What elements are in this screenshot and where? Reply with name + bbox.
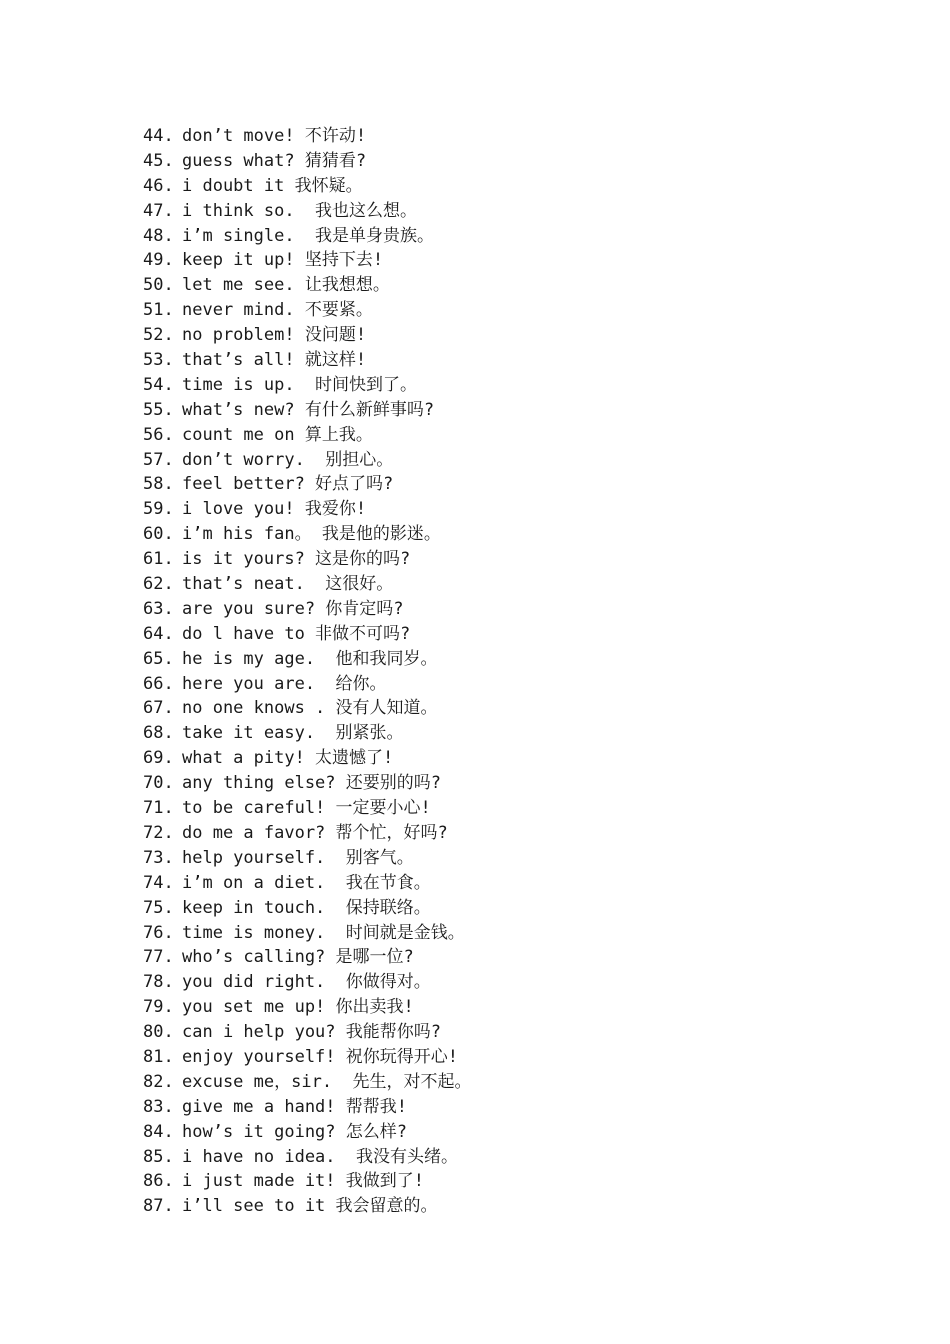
phrase-text: no problem! 没问题!: [182, 325, 367, 346]
phrase-item: [143, 1120, 903, 1145]
phrase-item: [143, 298, 903, 323]
phrase-number: 72.: [143, 822, 174, 843]
phrase-item: [143, 896, 903, 921]
phrase-text: i’m single. 我是单身贵族。: [182, 225, 435, 246]
phrase-text: enjoy yourself! 祝你玩得开心!: [182, 1046, 458, 1067]
phrase-item: [143, 771, 903, 796]
phrase-text: i doubt it 我怀疑。: [182, 175, 363, 196]
phrase-text: i’m his fan。 我是他的影迷。: [182, 524, 441, 545]
phrase-item: [143, 1169, 903, 1194]
phrase-item: [143, 647, 903, 672]
phrase-number: 45.: [143, 150, 174, 171]
phrase-item: [143, 248, 903, 273]
phrase-number: 87.: [143, 1196, 174, 1217]
phrase-text: who’s calling? 是哪一位?: [182, 947, 414, 968]
phrase-item: [143, 921, 903, 946]
phrase-list: [143, 124, 903, 1219]
phrase-number: 71.: [143, 798, 174, 819]
phrase-item: [143, 821, 903, 846]
phrase-number: 84.: [143, 1121, 174, 1142]
phrase-number: 55.: [143, 399, 174, 420]
phrase-number: 54.: [143, 374, 174, 395]
phrase-number: 61.: [143, 549, 174, 570]
phrase-number: 77.: [143, 947, 174, 968]
phrase-number: 64.: [143, 623, 174, 644]
phrase-number: 63.: [143, 598, 174, 619]
phrase-number: 79.: [143, 997, 174, 1018]
phrase-item: [143, 796, 903, 821]
phrase-item: [143, 1045, 903, 1070]
phrase-number: 47.: [143, 200, 174, 221]
phrase-number: 80.: [143, 1022, 174, 1043]
phrase-item: [143, 348, 903, 373]
phrase-number: 56.: [143, 424, 174, 445]
phrase-text: here you are. 给你。: [182, 673, 387, 694]
phrase-number: 75.: [143, 897, 174, 918]
phrase-text: is it yours? 这是你的吗?: [182, 549, 411, 570]
phrase-item: [143, 1194, 903, 1219]
phrase-text: never mind. 不要紧。: [182, 300, 373, 321]
phrase-item: [143, 1145, 903, 1170]
phrase-text: what’s new? 有什么新鲜事吗?: [182, 399, 435, 420]
phrase-text: take it easy. 别紧张。: [182, 723, 404, 744]
phrase-number: 69.: [143, 748, 174, 769]
phrase-item: [143, 522, 903, 547]
phrase-number: 66.: [143, 673, 174, 694]
phrase-item: [143, 174, 903, 199]
phrase-text: i love you! 我爱你!: [182, 499, 367, 520]
phrase-number: 53.: [143, 350, 174, 371]
phrase-item: [143, 124, 903, 149]
phrase-item: [143, 871, 903, 896]
phrase-item: [143, 323, 903, 348]
phrase-number: 76.: [143, 922, 174, 943]
phrase-number: 58.: [143, 474, 174, 495]
phrase-text: keep in touch. 保持联络。: [182, 897, 431, 918]
phrase-text: guess what? 猜猜看?: [182, 150, 367, 171]
phrase-item: [143, 273, 903, 298]
phrase-item: [143, 995, 903, 1020]
phrase-text: to be careful! 一定要小心!: [182, 798, 431, 819]
phrase-text: i think so. 我也这么想。: [182, 200, 418, 221]
phrase-text: time is money. 时间就是金钱。: [182, 922, 465, 943]
phrase-number: 86.: [143, 1171, 174, 1192]
phrase-number: 83.: [143, 1096, 174, 1117]
phrase-item: [143, 672, 903, 697]
phrase-item: [143, 721, 903, 746]
phrase-text: don’t worry. 别担心。: [182, 449, 394, 470]
phrase-text: what a pity! 太遗憾了!: [182, 748, 394, 769]
phrase-text: don’t move! 不许动!: [182, 126, 367, 146]
phrase-text: that’s all! 就这样!: [182, 350, 367, 371]
phrase-text: i’m on a diet. 我在节食。: [182, 872, 431, 893]
phrase-item: [143, 224, 903, 249]
phrase-item: [143, 547, 903, 572]
phrase-text: that’s neat. 这很好。: [182, 574, 394, 595]
phrase-item: [143, 497, 903, 522]
phrase-number: 51.: [143, 300, 174, 321]
phrase-item: [143, 696, 903, 721]
phrase-number: 81.: [143, 1046, 174, 1067]
phrase-number: 50.: [143, 275, 174, 296]
phrase-number: 78.: [143, 972, 174, 993]
phrase-item: [143, 373, 903, 398]
phrase-item: [143, 622, 903, 647]
phrase-item: [143, 746, 903, 771]
phrase-number: 73.: [143, 847, 174, 868]
phrase-text: how’s it going? 怎么样?: [182, 1121, 407, 1142]
phrase-number: 85.: [143, 1146, 174, 1167]
phrase-number: 67.: [143, 698, 174, 719]
phrase-item: [143, 398, 903, 423]
phrase-text: he is my age. 他和我同岁。: [182, 648, 438, 669]
phrase-item: [143, 970, 903, 995]
phrase-number: 46.: [143, 175, 174, 196]
phrase-text: are you sure? 你肯定吗?: [182, 598, 404, 619]
phrase-text: help yourself. 别客气。: [182, 847, 414, 868]
phrase-text: let me see. 让我想想。: [182, 275, 390, 296]
phrase-item: [143, 149, 903, 174]
phrase-number: 59.: [143, 499, 174, 520]
phrase-text: you did right. 你做得对。: [182, 972, 431, 993]
phrase-text: you set me up! 你出卖我!: [182, 997, 414, 1018]
phrase-item: [143, 423, 903, 448]
phrase-item: [143, 597, 903, 622]
phrase-text: time is up. 时间快到了。: [182, 374, 418, 395]
phrase-number: 48.: [143, 225, 174, 246]
phrase-number: 49.: [143, 250, 174, 271]
phrase-number: 44.: [143, 126, 174, 146]
phrase-text: no one knows . 没有人知道。: [182, 698, 438, 719]
phrase-text: i’ll see to it 我会留意的。: [182, 1196, 438, 1217]
phrase-item: [143, 945, 903, 970]
phrase-number: 60.: [143, 524, 174, 545]
phrase-item: [143, 1020, 903, 1045]
phrase-item: [143, 1095, 903, 1120]
phrase-number: 82.: [143, 1071, 174, 1092]
phrase-text: any thing else? 还要别的吗?: [182, 773, 441, 794]
phrase-item: [143, 472, 903, 497]
phrase-number: 65.: [143, 648, 174, 669]
phrase-number: 74.: [143, 872, 174, 893]
phrase-number: 62.: [143, 574, 174, 595]
phrase-item: [143, 846, 903, 871]
phrase-text: i just made it! 我做到了!: [182, 1171, 424, 1192]
phrase-text: i have no idea. 我没有头绪。: [182, 1146, 458, 1167]
phrase-number: 57.: [143, 449, 174, 470]
phrase-number: 70.: [143, 773, 174, 794]
phrase-item: [143, 448, 903, 473]
phrase-text: feel better? 好点了吗?: [182, 474, 394, 495]
phrase-text: excuse me，sir. 先生，对不起。: [182, 1071, 472, 1092]
phrase-text: do l have to 非做不可吗?: [182, 623, 411, 644]
phrase-item: [143, 199, 903, 224]
phrase-number: 52.: [143, 325, 174, 346]
phrase-item: [143, 1070, 903, 1095]
phrase-text: can i help you? 我能帮你吗?: [182, 1022, 441, 1043]
phrase-item: [143, 572, 903, 597]
phrase-text: count me on 算上我。: [182, 424, 373, 445]
phrase-text: give me a hand! 帮帮我!: [182, 1096, 407, 1117]
phrase-text: keep it up! 坚持下去!: [182, 250, 384, 271]
phrase-text: do me a favor? 帮个忙，好吗?: [182, 822, 448, 843]
phrase-number: 68.: [143, 723, 174, 744]
